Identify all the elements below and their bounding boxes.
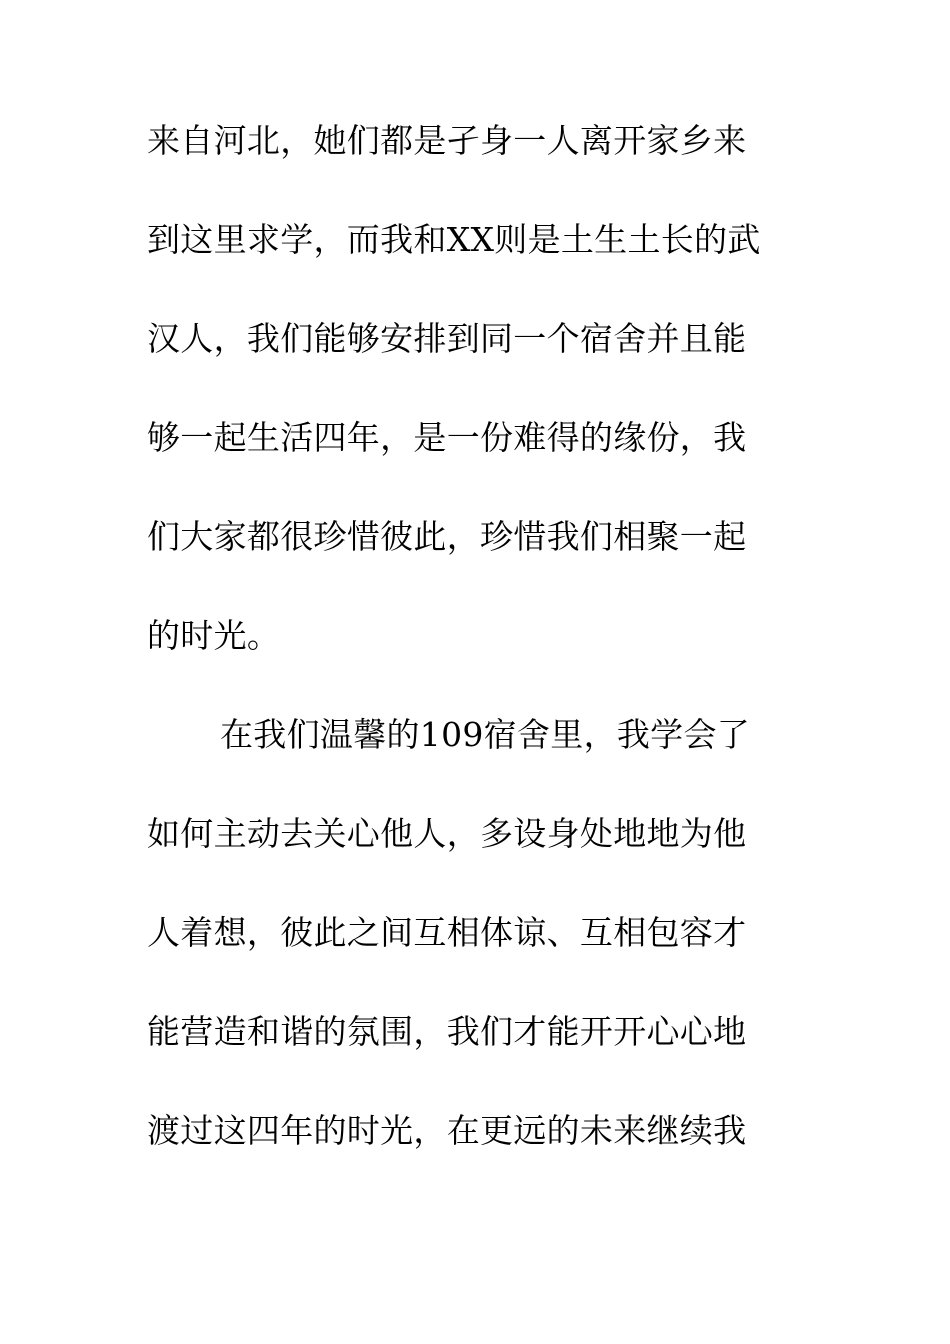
text-line: 如何主动去关心他人，多设身处地地为他	[147, 814, 747, 853]
text-line: 渡过这四年的时光，在更远的未来继续我	[147, 1111, 747, 1150]
text-line: 能营造和谐的氛围，我们才能开开心心地	[147, 1012, 747, 1051]
text-line: 到这里求学，而我和XX则是土生土长的武	[147, 220, 761, 259]
text-line: 来自河北，她们都是孑身一人离开家乡来	[147, 121, 747, 160]
text-line: 汉人，我们能够安排到同一个宿舍并且能	[147, 319, 747, 358]
text-line: 够一起生活四年，是一份难得的缘份，我	[147, 418, 747, 457]
text-line: 人着想，彼此之间互相体谅、互相包容才	[147, 913, 747, 952]
paragraph-start-line: 在我们温馨的109宿舍里，我学会了	[220, 715, 751, 754]
text-line: 的时光。	[147, 616, 281, 655]
body-text	[147, 121, 807, 1213]
text-line: 们大家都很珍惜彼此，珍惜我们相聚一起	[147, 517, 747, 556]
